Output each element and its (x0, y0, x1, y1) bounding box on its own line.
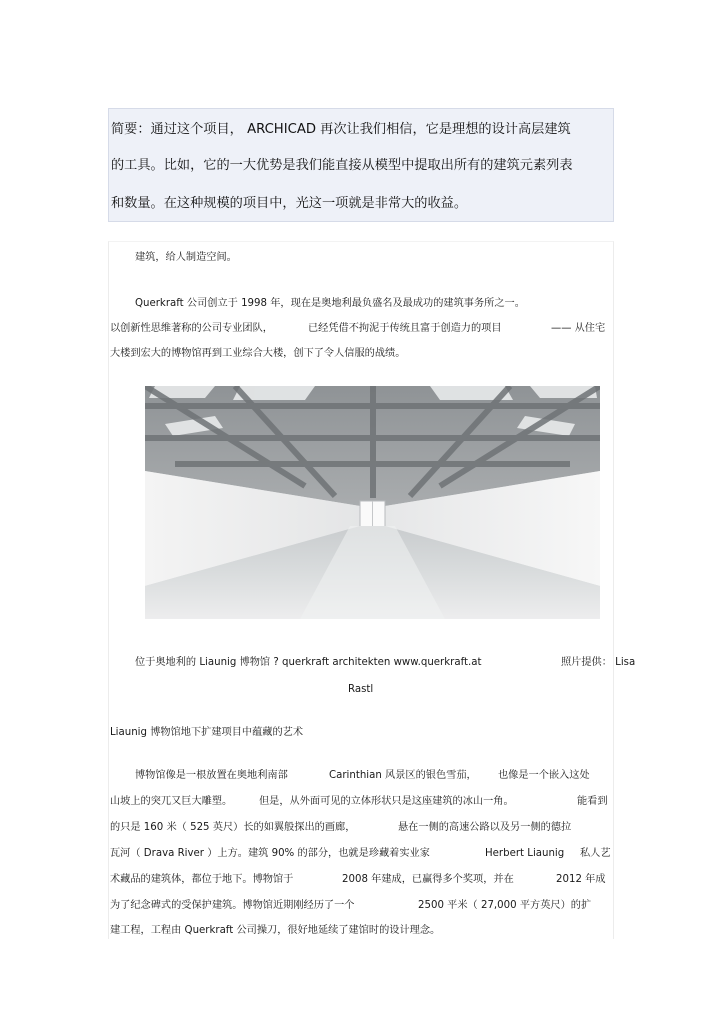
photo-credit: 照片提供： Lisa (561, 657, 636, 668)
body-line-2c: 能看到 (577, 796, 608, 807)
summary-line-2: 的工具。比如，它的一大优势是我们能直接从模型中提取出所有的建筑元素列表 (111, 158, 573, 173)
body-line-4b: Herbert Liaunig (485, 848, 565, 859)
body-line-5c: 2012 年成 (556, 874, 606, 885)
intro-paragraph-line-2c: —— 从住宅 (551, 323, 606, 334)
body-line-2b: 但是，从外面可见的立体形状只是这座建筑的冰山一角。 (259, 796, 514, 807)
body-line-2a: 山坡上的突兀又巨大雕塑。 (110, 796, 233, 807)
body-line-5a: 术藏品的建筑体，都位于地下。博物馆于 (110, 874, 294, 885)
body-line-5b: 2008 年建成，已赢得多个奖项，并在 (342, 874, 514, 885)
summary-line-3: 和数量。在这种规模的项目中，光这一项就是非常大的收益。 (111, 196, 468, 211)
museum-interior-photo (145, 386, 600, 619)
body-line-1b: Carinthian 风景区的银色雪茄， (329, 770, 477, 781)
body-line-6a: 为了纪念碑式的受保护建筑。博物馆近期刚经历了一个 (110, 900, 355, 911)
body-line-1a: 博物馆像是一根放置在奥地利南部 (135, 770, 288, 781)
photo-caption: 位于奥地利的 Liaunig 博物馆 ? querkraft architekten www.querkraft.at (135, 657, 482, 668)
body-line-4c: 私人艺 (580, 848, 611, 859)
photo-credit-name: Rastl (348, 684, 374, 695)
body-line-1c: 也像是一个嵌入这处 (498, 770, 590, 781)
body-line-3a: 的只是 160 米（ 525 英尺）长的如翼般探出的画廊， (110, 822, 356, 833)
body-line-4a: 瓦河（ Drava River ）上方。建筑 90% 的部分，也就是珍藏着实业家 (110, 848, 430, 859)
body-line-3b: 悬在一侧的高速公路以及另一侧的德拉 (398, 822, 572, 833)
intro-paragraph-line-1: Querkraft 公司创立于 1998 年，现在是奥地利最负盛名及最成功的建筑事务所之一。 (135, 298, 525, 309)
section-heading: Liaunig 博物馆地下扩建项目中蕴藏的艺术 (110, 727, 304, 738)
summary-box (108, 108, 614, 222)
intro-paragraph-line-2b: 已经凭借不拘泥于传统且富于创造力的项目 (308, 323, 502, 334)
body-line-6b: 2500 平米（ 27,000 平方英尺）的扩 (418, 900, 592, 911)
summary-line-1: 简要：通过这个项目， ARCHICAD 再次让我们相信，它是理想的设计高层建筑 (111, 122, 571, 137)
body-line-7: 建工程，工程由 Querkraft 公司操刀，很好地延续了建馆时的设计理念。 (110, 925, 441, 936)
intro-paragraph-line-3: 大楼到宏大的博物馆再到工业综合大楼，创下了令人信服的战绩。 (110, 348, 406, 359)
intro-paragraph-line-2a: 以创新性思维著称的公司专业团队， (110, 323, 273, 334)
intro-tagline: 建筑，给人制造空间。 (135, 252, 237, 263)
